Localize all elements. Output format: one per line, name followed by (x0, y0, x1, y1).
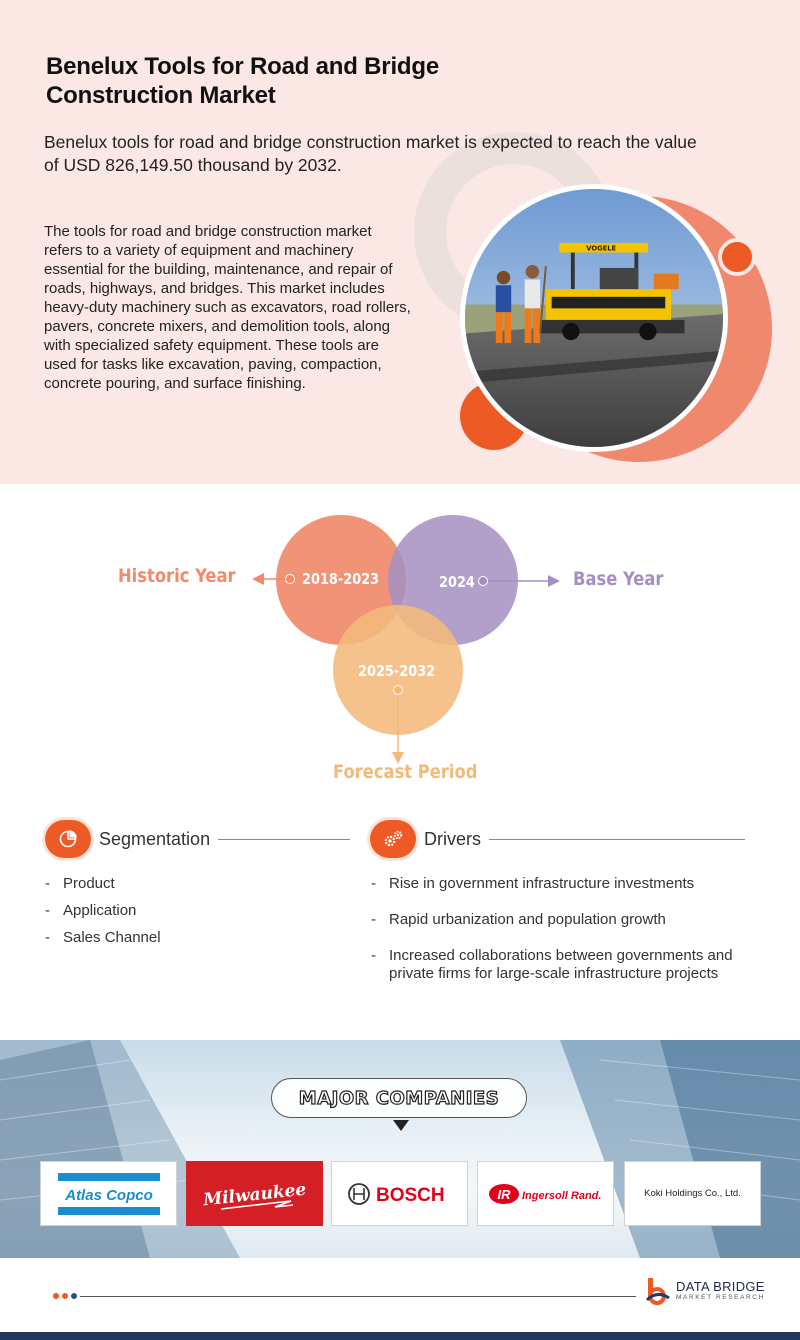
logo-bosch (331, 1161, 468, 1226)
logo-ingersoll-rand (477, 1161, 614, 1226)
base-year-value: 2024 (439, 573, 475, 591)
base-year-label: Base Year (573, 568, 664, 590)
data-bridge-mark-icon (645, 1276, 671, 1306)
footer (0, 1258, 800, 1340)
logo-text-atlas-copco: Atlas Copco (64, 1186, 153, 1204)
footer-divider (80, 1296, 636, 1297)
drivers-divider (489, 839, 745, 840)
bottom-bar (0, 1332, 800, 1340)
major-companies-title: MAJOR COMPANIES (298, 1087, 500, 1109)
list-item: - Product (45, 875, 325, 893)
brand-subtitle: MARKET RESEARCH (676, 1294, 765, 1302)
gears-icon (370, 820, 416, 858)
market-description: The tools for road and bridge construction market refers to a variety of equipment and machinery essential for the building, maintenance, and repair of roads, highways, and bridges. This market includes heavy-duty machinery such as excavators, road rollers, pavers, concrete mixers, and demolition tools, along with specialized safety equipment. These tools are used for tasks like excavation, paving, compaction, concrete pouring, and surface finishing. (44, 223, 411, 392)
brand-name: DATA BRIDGE (676, 1279, 765, 1295)
list-item: - Increased collaborations between governments and private firms for large-scale infrastructure projects (371, 947, 761, 983)
hero-section (0, 0, 800, 484)
data-bridge-logo (645, 1276, 765, 1306)
page-title: Benelux Tools for Road and Bridge Construction Market (46, 53, 439, 109)
list-item: - Rapid urbanization and population growth (371, 911, 761, 929)
forecast-period-label: Forecast Period (333, 761, 478, 783)
drivers-header (370, 820, 745, 858)
market-value-summary: Benelux tools for road and bridge construction market is expected to reach the value of USD 826,149.50 thousand by 2032. (44, 132, 697, 175)
machine-brand-sign: VOGELE (586, 244, 617, 253)
drivers-title: Drivers (424, 828, 481, 849)
drivers-list (371, 875, 761, 1001)
list-item: - Application (45, 902, 325, 920)
major-companies-section (0, 1040, 800, 1258)
logo-text-koki-holdings: Koki Holdings Co., Ltd. (644, 1188, 741, 1199)
pie-chart-icon (45, 820, 91, 858)
logo-text-ingersoll-rand: Ingersoll Rand. (521, 1189, 601, 1202)
historic-year-value: 2018-2023 (302, 570, 380, 588)
segmentation-title: Segmentation (99, 828, 211, 849)
major-companies-badge (271, 1078, 527, 1118)
historic-year-label: Historic Year (118, 565, 236, 587)
segmentation-list (45, 875, 325, 956)
decorative-dot-small (718, 238, 756, 276)
timeline-venn (0, 484, 800, 804)
segmentation-header (45, 820, 350, 858)
logo-atlas-copco (40, 1161, 177, 1226)
logo-text-bosch: BOSCH (375, 1184, 445, 1206)
logo-milwaukee (186, 1161, 323, 1226)
logo-text-milwaukee: Milwaukee (201, 1179, 307, 1210)
forecast-period-value: 2025-2032 (358, 662, 436, 680)
svg-text:IR: IR (497, 1186, 510, 1202)
list-item: - Sales Channel (45, 929, 325, 947)
decorative-dots (53, 1293, 77, 1299)
logo-koki-holdings (624, 1161, 761, 1226)
segmentation-divider (218, 839, 350, 840)
road-paving-photo (460, 184, 728, 452)
list-item: - Rise in government infrastructure investments (371, 875, 761, 893)
down-arrow-icon (393, 1120, 409, 1131)
